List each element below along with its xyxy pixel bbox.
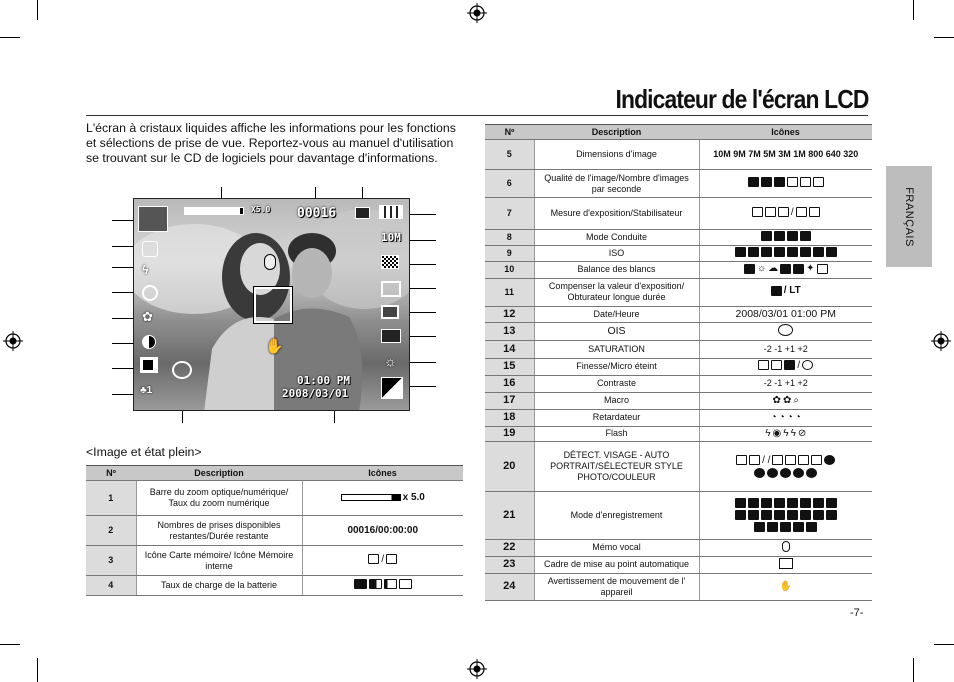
rec-mode-icon <box>748 510 759 520</box>
row-desc: DÉTECT. VISAGE - AUTO PORTRAIT/SÉLECTEUR STYLE PHOTO/COULEUR <box>534 441 699 491</box>
callout-line <box>221 187 222 199</box>
flash-icon: ϟ <box>765 428 771 439</box>
callout-line <box>410 264 436 265</box>
color-icon <box>793 468 804 478</box>
col-header-icons: Icônes <box>699 125 872 140</box>
left-table <box>86 465 463 596</box>
crop-mark <box>0 644 20 645</box>
table-header-row <box>86 466 463 481</box>
row-icons <box>699 322 872 340</box>
drive-mode-icon <box>787 231 798 241</box>
lcd-date: 2008/03/01 <box>282 387 349 400</box>
row-num: 14 <box>485 340 534 358</box>
row-num: 18 <box>485 409 534 426</box>
drive-mode-icon <box>774 231 785 241</box>
page-number: -7- <box>850 607 864 619</box>
rec-mode-icon <box>787 510 798 520</box>
face-detect-icon <box>749 455 760 465</box>
row-desc: ISO <box>534 246 699 262</box>
iso-icon <box>774 247 785 257</box>
row-icons <box>699 573 872 600</box>
camera-shake-icon: ✋ <box>779 581 792 592</box>
fps-icon <box>813 177 824 187</box>
language-tab-label: FRANÇAIS <box>903 186 915 247</box>
row-num: 12 <box>485 306 534 322</box>
table-row <box>86 481 463 516</box>
contrast-icon <box>142 335 156 349</box>
rec-mode-icon <box>767 522 778 532</box>
row-desc: Finesse/Micro éteint <box>534 358 699 375</box>
self-timer-icon <box>142 285 158 301</box>
crop-mark <box>934 37 954 38</box>
wb-tungsten-icon: ✦ <box>806 263 815 274</box>
flash-icon: ϟ <box>790 428 796 439</box>
internal-memory-icon <box>386 554 397 564</box>
self-timer-icon: ◔ <box>778 412 785 423</box>
separator-text: / <box>790 206 794 218</box>
row-desc: Mesure d'exposition/Stabilisateur <box>534 198 699 230</box>
stabilizer-icon <box>809 207 820 217</box>
quality-icon <box>748 177 759 187</box>
macro-icon: ✿ <box>142 309 153 324</box>
separator-text: / / <box>762 454 771 466</box>
drive-mode-icon <box>381 305 399 319</box>
memory-card-icon <box>368 554 379 564</box>
sharpness-icon <box>140 357 158 373</box>
row-desc: Icône Carte mémoire/ Icône Mémoire interne <box>136 546 302 576</box>
rec-mode-icon <box>793 522 804 532</box>
crop-mark <box>913 658 914 682</box>
table-row <box>485 441 872 491</box>
iso-icon <box>787 247 798 257</box>
lcd-screen-preview <box>133 198 410 411</box>
row-icons <box>302 516 463 546</box>
row-icons <box>302 481 463 516</box>
row-num: 5 <box>485 140 534 170</box>
callout-line <box>112 343 134 344</box>
flash-off-icon: ⊘ <box>797 428 807 439</box>
image-size-icons: 10M 9M 7M 5M 3M 1M 800 640 320 <box>699 140 872 170</box>
battery-icon <box>379 205 403 219</box>
saturation-icon: ♣1 <box>140 385 153 396</box>
flash-icon: ϟ <box>783 428 789 439</box>
drive-mode-icon <box>800 231 811 241</box>
image-size-icon: 10M <box>381 231 401 244</box>
table-row <box>485 140 872 170</box>
row-icons <box>699 426 872 441</box>
stabilizer-icon <box>796 207 807 217</box>
callout-line <box>182 411 183 423</box>
iso-icon <box>381 329 401 343</box>
row-desc: Mode Conduite <box>534 230 699 246</box>
row-num: 9 <box>485 246 534 262</box>
row-desc: Nombres de prises disponibles restantes/Durée restante <box>136 516 302 546</box>
crop-mark <box>934 644 954 645</box>
row-num: 16 <box>485 375 534 392</box>
row-icons <box>699 246 872 262</box>
battery-empty-icon <box>399 579 412 589</box>
row-num: 2 <box>86 516 136 546</box>
row-desc: Dimensions d'image <box>534 140 699 170</box>
callout-line <box>334 411 335 423</box>
table-row <box>485 358 872 375</box>
callout-line <box>410 288 436 289</box>
wb-custom-icon <box>817 264 828 274</box>
rec-mode-icon <box>787 498 798 508</box>
callout-line <box>112 246 134 247</box>
callout-line <box>362 187 363 199</box>
color-icon <box>754 468 765 478</box>
row-icons <box>699 491 872 539</box>
wb-fluorescent-icon <box>780 264 791 274</box>
sharpness-icon <box>771 360 782 370</box>
table-row <box>86 546 463 576</box>
row-desc: Cadre de mise au point automatique <box>534 556 699 573</box>
table-row <box>86 576 463 596</box>
sharpness-icon <box>758 360 769 370</box>
camera-shake-icon: ✋ <box>265 338 284 355</box>
row-num: 4 <box>86 576 136 596</box>
col-header-desc: Description <box>534 125 699 140</box>
iso-icon <box>826 247 837 257</box>
row-num: 7 <box>485 198 534 230</box>
drive-mode-icon <box>761 231 772 241</box>
wb-fluorescent-icon <box>793 264 804 274</box>
callout-line <box>112 292 134 293</box>
figure-caption: <Image et état plein> <box>86 445 202 459</box>
rec-mode-icon <box>761 510 772 520</box>
mode-icon <box>138 206 168 232</box>
page-title: Indicateur de l'écran LCD <box>615 84 868 114</box>
rec-mode-icon <box>774 510 785 520</box>
callout-line <box>410 386 436 387</box>
table-row <box>485 198 872 230</box>
fps-icon <box>787 177 798 187</box>
battery-low-icon <box>384 579 397 589</box>
registration-mark-icon <box>3 331 23 351</box>
row-num: 19 <box>485 426 534 441</box>
row-num: 11 <box>485 278 534 306</box>
language-tab <box>886 166 932 267</box>
datetime-value: 2008/03/01 01:00 PM <box>699 306 872 322</box>
zoom-bar <box>184 207 244 215</box>
self-timer-icon: ◔ <box>794 412 801 423</box>
table-row <box>485 322 872 340</box>
row-desc: Balance des blancs <box>534 262 699 279</box>
rec-mode-icon <box>761 498 772 508</box>
row-num: 23 <box>485 556 534 573</box>
rec-mode-icon <box>735 498 746 508</box>
col-header-num: Nº <box>485 125 534 140</box>
callout-line <box>112 220 134 221</box>
col-header-desc: Description <box>136 466 302 481</box>
rec-mode-icon <box>800 498 811 508</box>
row-icons <box>302 576 463 596</box>
contrast-icons: -2 -1 +1 +2 <box>699 375 872 392</box>
row-desc: Flash <box>534 426 699 441</box>
metering-icon <box>778 207 789 217</box>
iso-icon <box>735 247 746 257</box>
flash-icon: ϟ <box>142 263 149 277</box>
table-row <box>485 306 872 322</box>
crop-mark <box>37 0 38 20</box>
col-header-icons: Icônes <box>302 466 463 481</box>
row-desc: Barre du zoom optique/numérique/ Taux du zoom numérique <box>136 481 302 516</box>
row-num: 24 <box>485 573 534 600</box>
photo-style-icon <box>772 455 783 465</box>
table-row <box>485 573 872 600</box>
row-desc: Qualité de l'image/Nombre d'images par seconde <box>534 170 699 198</box>
table-header-row <box>485 125 872 140</box>
row-num: 3 <box>86 546 136 576</box>
callout-line <box>112 318 134 319</box>
wb-daylight-icon: ☼ <box>756 263 767 274</box>
mic-off-icon <box>802 360 813 370</box>
row-icons <box>699 539 872 556</box>
row-num: 13 <box>485 322 534 340</box>
quality-icon <box>761 177 772 187</box>
quality-icon <box>774 177 785 187</box>
separator-text: / <box>797 359 801 371</box>
callout-line <box>112 368 134 369</box>
row-num: 17 <box>485 392 534 409</box>
row-num: 6 <box>485 170 534 198</box>
fps-icon <box>800 177 811 187</box>
crop-mark <box>0 37 20 38</box>
row-icons <box>699 441 872 491</box>
row-desc: Retardateur <box>534 409 699 426</box>
af-frame <box>254 287 292 323</box>
face-detect-icon <box>736 455 747 465</box>
white-balance-icon: ☼ <box>384 353 397 369</box>
rec-mode-icon <box>813 498 824 508</box>
photo-style-icon <box>811 455 822 465</box>
crop-mark <box>913 0 914 20</box>
registration-mark-icon <box>467 3 487 23</box>
row-icons <box>699 262 872 279</box>
registration-mark-icon <box>931 331 951 351</box>
row-desc: Mode d'enregistrement <box>534 491 699 539</box>
ois-icon <box>778 324 793 336</box>
callout-line <box>410 336 436 337</box>
crop-mark <box>37 658 38 682</box>
callout-line <box>112 394 134 395</box>
callout-line <box>410 312 436 313</box>
row-num: 22 <box>485 539 534 556</box>
callout-line <box>410 240 436 241</box>
row-num: 1 <box>86 481 136 516</box>
memory-card-icon <box>355 207 370 219</box>
col-header-num: Nº <box>86 466 136 481</box>
row-desc: Date/Heure <box>534 306 699 322</box>
row-desc: Macro <box>534 392 699 409</box>
voice-memo-icon <box>264 254 276 270</box>
row-icons <box>699 170 872 198</box>
ois-icon <box>172 361 192 379</box>
macro-icon: ✿ <box>772 395 781 406</box>
row-num: 21 <box>485 491 534 539</box>
row-num: 8 <box>485 230 534 246</box>
zoom-ratio: X5.0 <box>251 205 271 214</box>
iso-icon <box>761 247 772 257</box>
rec-mode-icon <box>754 522 765 532</box>
color-icon <box>806 468 817 478</box>
photo-style-icon <box>798 455 809 465</box>
iso-icon <box>813 247 824 257</box>
row-icons <box>699 198 872 230</box>
row-num: 10 <box>485 262 534 279</box>
rec-mode-icon <box>800 510 811 520</box>
rec-mode-icon <box>748 498 759 508</box>
row-icons <box>699 392 872 409</box>
self-timer-icon: ◔ <box>770 412 777 423</box>
exposure-comp-icon <box>381 377 403 399</box>
shot-count: 00016 <box>297 206 337 221</box>
red-eye-icon: ◉ <box>772 428 782 439</box>
rec-mode-icon <box>774 498 785 508</box>
iso-icon <box>748 247 759 257</box>
rec-mode-icon <box>813 510 824 520</box>
voice-memo-icon <box>782 541 790 552</box>
row-icons <box>699 358 872 375</box>
battery-full-icon <box>354 579 367 589</box>
quality-icon <box>381 255 399 269</box>
row-icons <box>699 278 872 306</box>
metering-icon <box>752 207 763 217</box>
row-desc: Contraste <box>534 375 699 392</box>
row-icons <box>699 556 872 573</box>
callout-line <box>410 214 436 215</box>
title-rule <box>86 115 868 116</box>
row-desc: SATURATION <box>534 340 699 358</box>
table-row <box>485 426 872 441</box>
metering-icon <box>381 281 401 297</box>
sharpness-icon <box>784 360 795 370</box>
zoom-bar-icon <box>341 494 401 501</box>
row-desc: Taux de charge de la batterie <box>136 576 302 596</box>
row-num: 20 <box>485 441 534 491</box>
row-icons <box>302 546 463 576</box>
metering-icon <box>765 207 776 217</box>
lcd-time: 01:00 PM <box>297 374 350 387</box>
saturation-icons: -2 -1 +1 +2 <box>699 340 872 358</box>
table-row <box>485 491 872 539</box>
row-desc: OIS <box>534 322 699 340</box>
row-icons <box>699 409 872 426</box>
row-icons <box>699 230 872 246</box>
iso-icon <box>800 247 811 257</box>
rec-mode-icon <box>826 510 837 520</box>
row-desc: Compenser la valeur d'exposition/ Obturateur longue durée <box>534 278 699 306</box>
magnifier-icon: ⌕ <box>793 395 799 406</box>
callout-line <box>315 187 316 199</box>
table-row <box>485 278 872 306</box>
table-row <box>485 262 872 279</box>
rec-mode-icon <box>806 522 817 532</box>
separator-text: / <box>381 553 385 565</box>
color-icon <box>824 455 835 465</box>
rec-mode-icon <box>735 510 746 520</box>
right-table <box>485 124 872 601</box>
photo-style-icon <box>785 455 796 465</box>
face-detect-icon <box>142 241 158 257</box>
table-row <box>485 539 872 556</box>
color-icon <box>780 468 791 478</box>
table-row <box>485 392 872 409</box>
table-row <box>86 516 463 546</box>
wb-auto-icon <box>744 264 755 274</box>
macro-icon: ✿ <box>782 395 792 406</box>
rec-mode-icon <box>780 522 791 532</box>
color-icon <box>767 468 778 478</box>
callout-line <box>410 362 436 363</box>
table-row <box>485 246 872 262</box>
table-row <box>485 556 872 573</box>
table-row <box>485 340 872 358</box>
table-row <box>485 409 872 426</box>
table-row <box>485 375 872 392</box>
shot-count-value: 00016/00:00:00 <box>347 525 419 536</box>
zoom-value: x 5.0 <box>402 492 425 503</box>
exposure-comp-icon <box>771 286 782 296</box>
wb-cloudy-icon: ☁ <box>768 263 779 274</box>
callout-line <box>112 267 134 268</box>
table-row <box>485 170 872 198</box>
self-timer-icon: ◔ <box>786 412 793 423</box>
long-shutter-text: / LT <box>783 285 801 297</box>
registration-mark-icon <box>467 659 487 679</box>
table-row <box>485 230 872 246</box>
rec-mode-icon <box>826 498 837 508</box>
row-desc: Avertissement de mouvement de l' appareil <box>534 573 699 600</box>
af-frame-icon <box>779 558 793 569</box>
intro-paragraph: L'écran à cristaux liquides affiche les informations pour les fonctions et sélections de prise de vue. Reportez-vous au manuel d'utilisation se trouvant sur le CD de logiciels pour davantage d'informations. <box>86 121 456 165</box>
row-num: 15 <box>485 358 534 375</box>
battery-half-icon <box>369 579 382 589</box>
row-desc: Mémo vocal <box>534 539 699 556</box>
